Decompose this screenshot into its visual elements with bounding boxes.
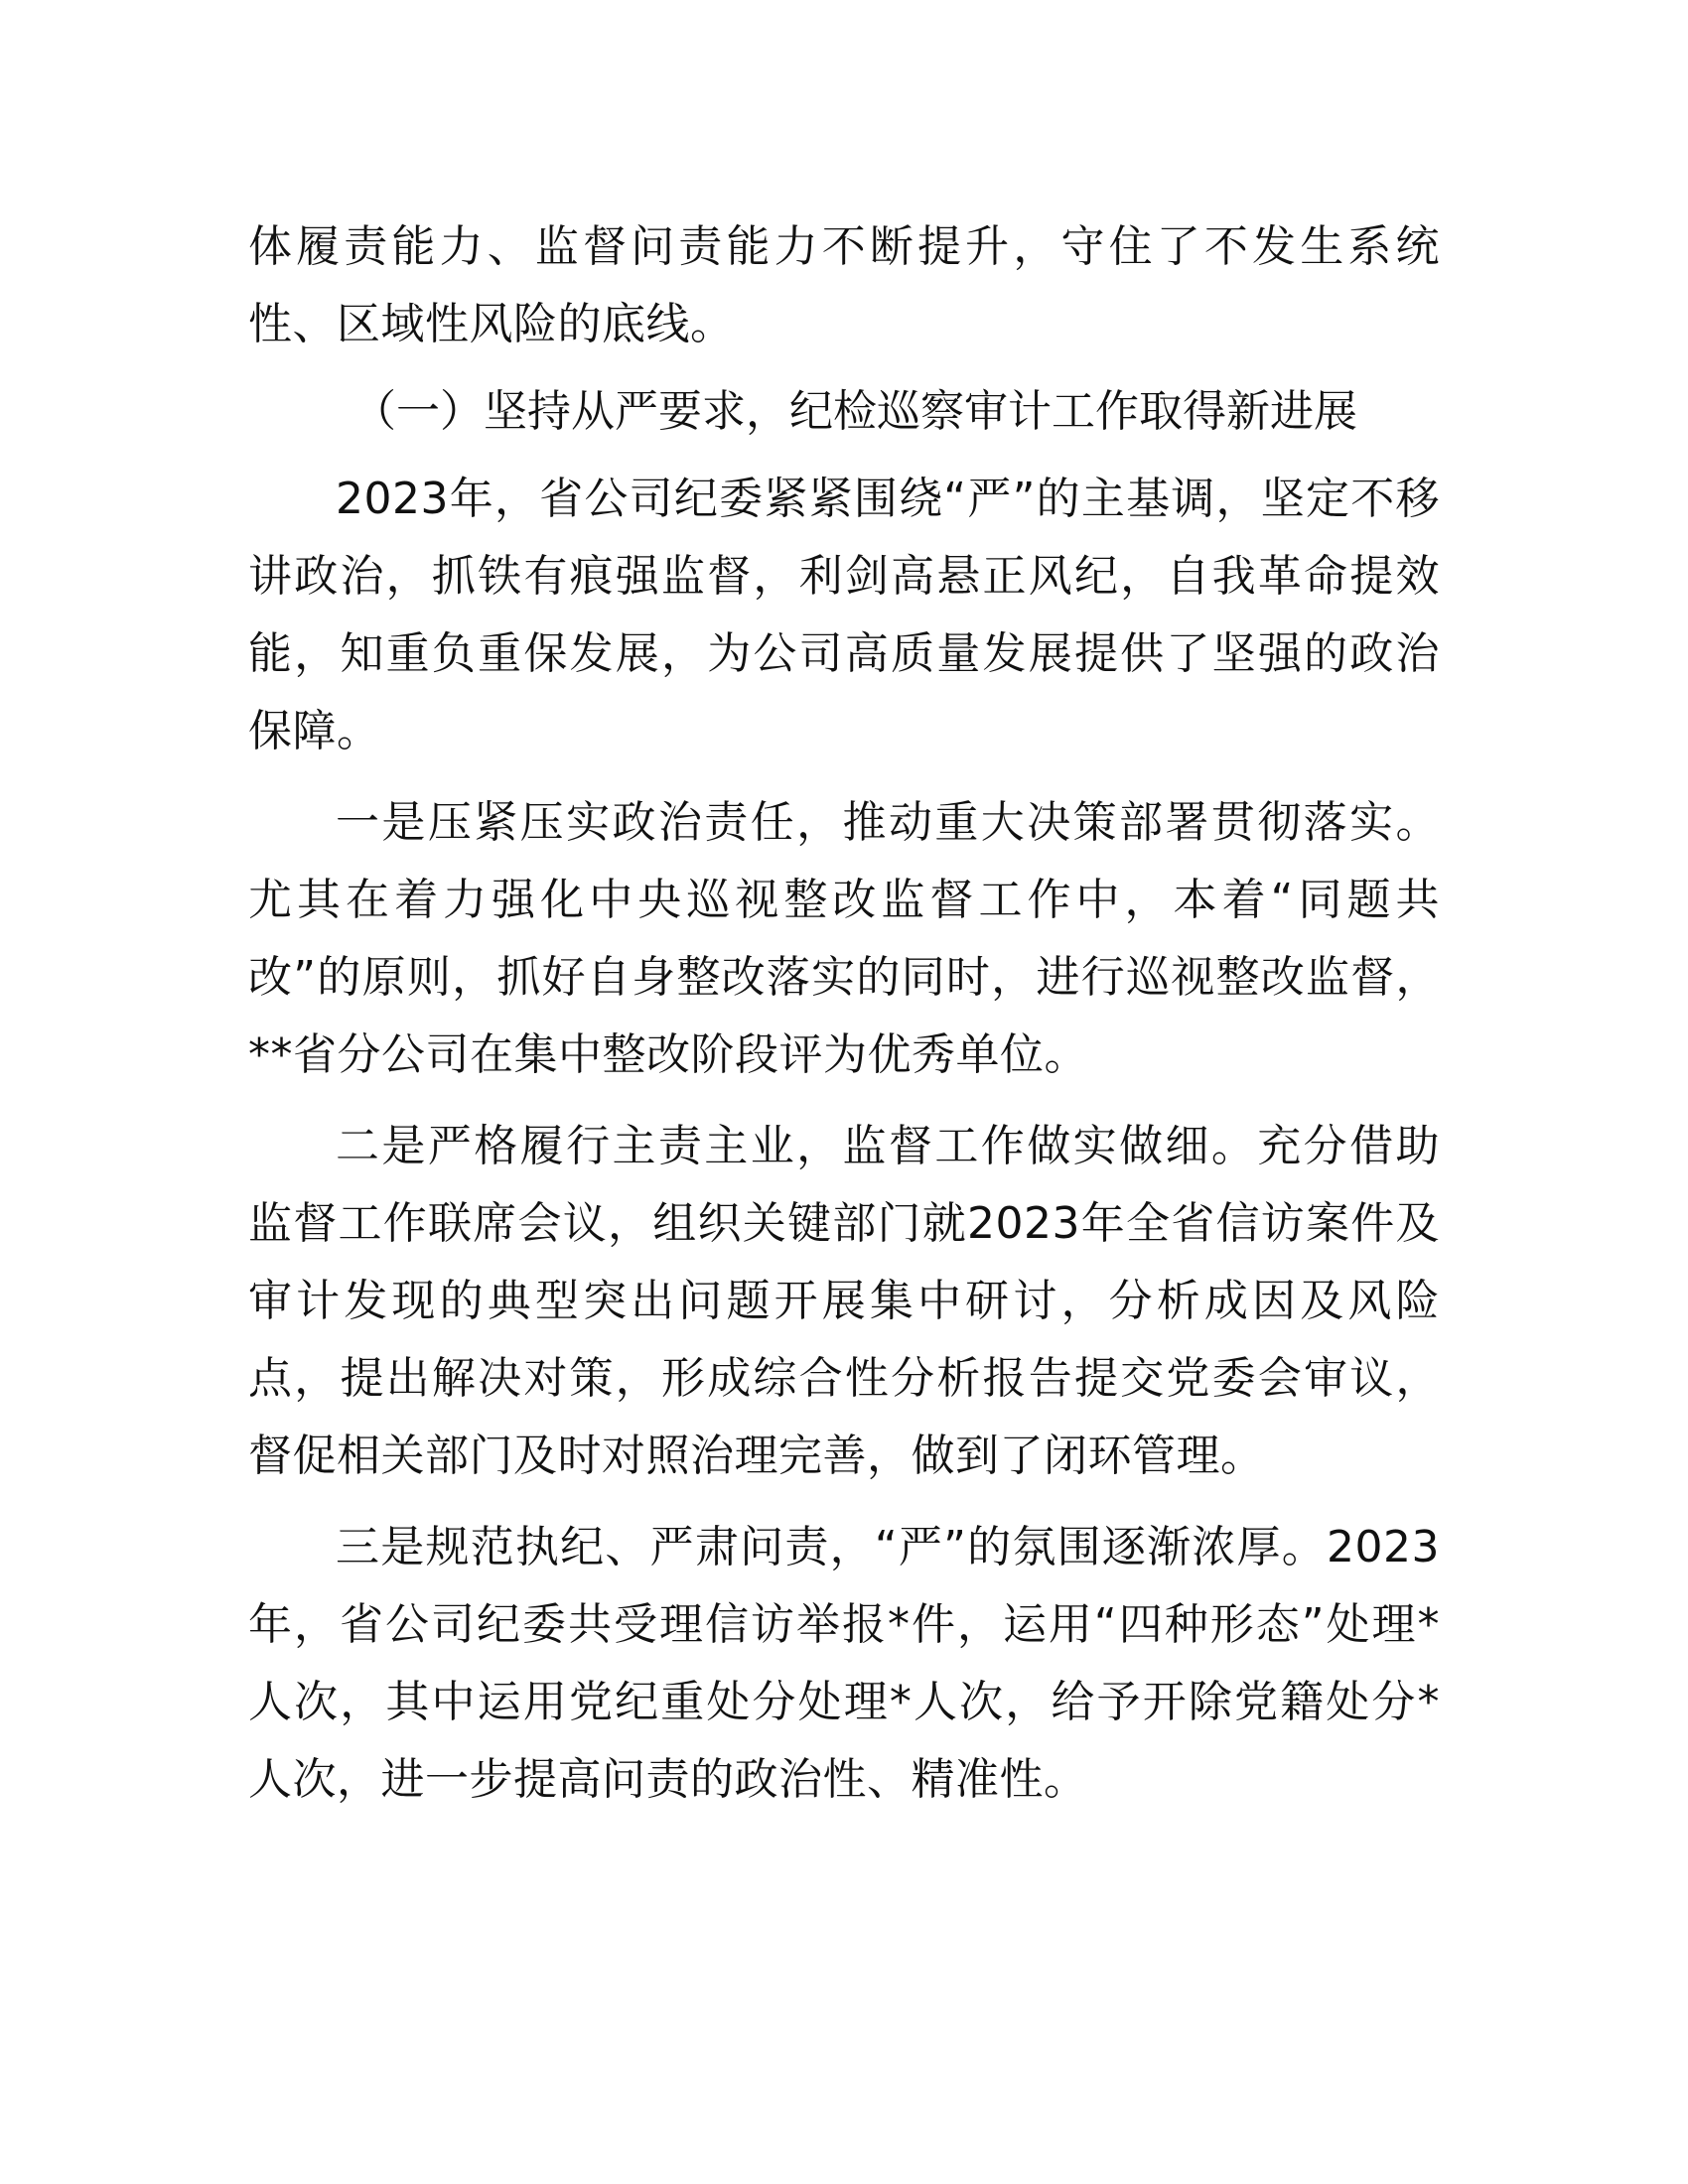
document-body <box>248 208 1440 1819</box>
body-paragraph: 二是严格履行主责主业，监督工作做实做细。充分借助监督工作联席会议，组织关键部门就2023年全省信访案件及审计发现的典型突出问题开展集中研讨，分析成因及风险点，提出解决对策，形成综合性分析报告提交党委会审议，督促相关部门及时对照治理完善，做到了闭环管理。 <box>248 1121 1440 1481</box>
section-heading: （一）坚持从严要求，纪检巡察审计工作取得新进展 <box>352 386 1357 437</box>
body-paragraph: 三是规范执纪、严肃问责，“严”的氛围逐渐浓厚。2023年，省公司纪委共受理信访举报*件，运用“四种形态”处理*人次，其中运用党纪重处分处理*人次，给予开除党籍处分*人次，进一步提高问责的政治性、精准性。 <box>248 1522 1440 1805</box>
body-paragraph: 2023年，省公司纪委紧紧围绕“严”的主基调，坚定不移讲政治，抓铁有痕强监督，利剑高悬正风纪，自我革命提效能，知重负重保发展，为公司高质量发展提供了坚强的政治保障。 <box>248 474 1440 756</box>
intro-paragraph: 体履责能力、监督问责能力不断提升，守住了不发生系统性、区域性风险的底线。 <box>248 221 1440 349</box>
body-paragraph: 一是压紧压实政治责任，推动重大决策部署贯彻落实。尤其在着力强化中央巡视整改监督工作中，本着“同题共改”的原则，抓好自身整改落实的同时，进行巡视整改监督，**省分公司在集中整改阶段评为优秀单位。 <box>248 797 1440 1080</box>
